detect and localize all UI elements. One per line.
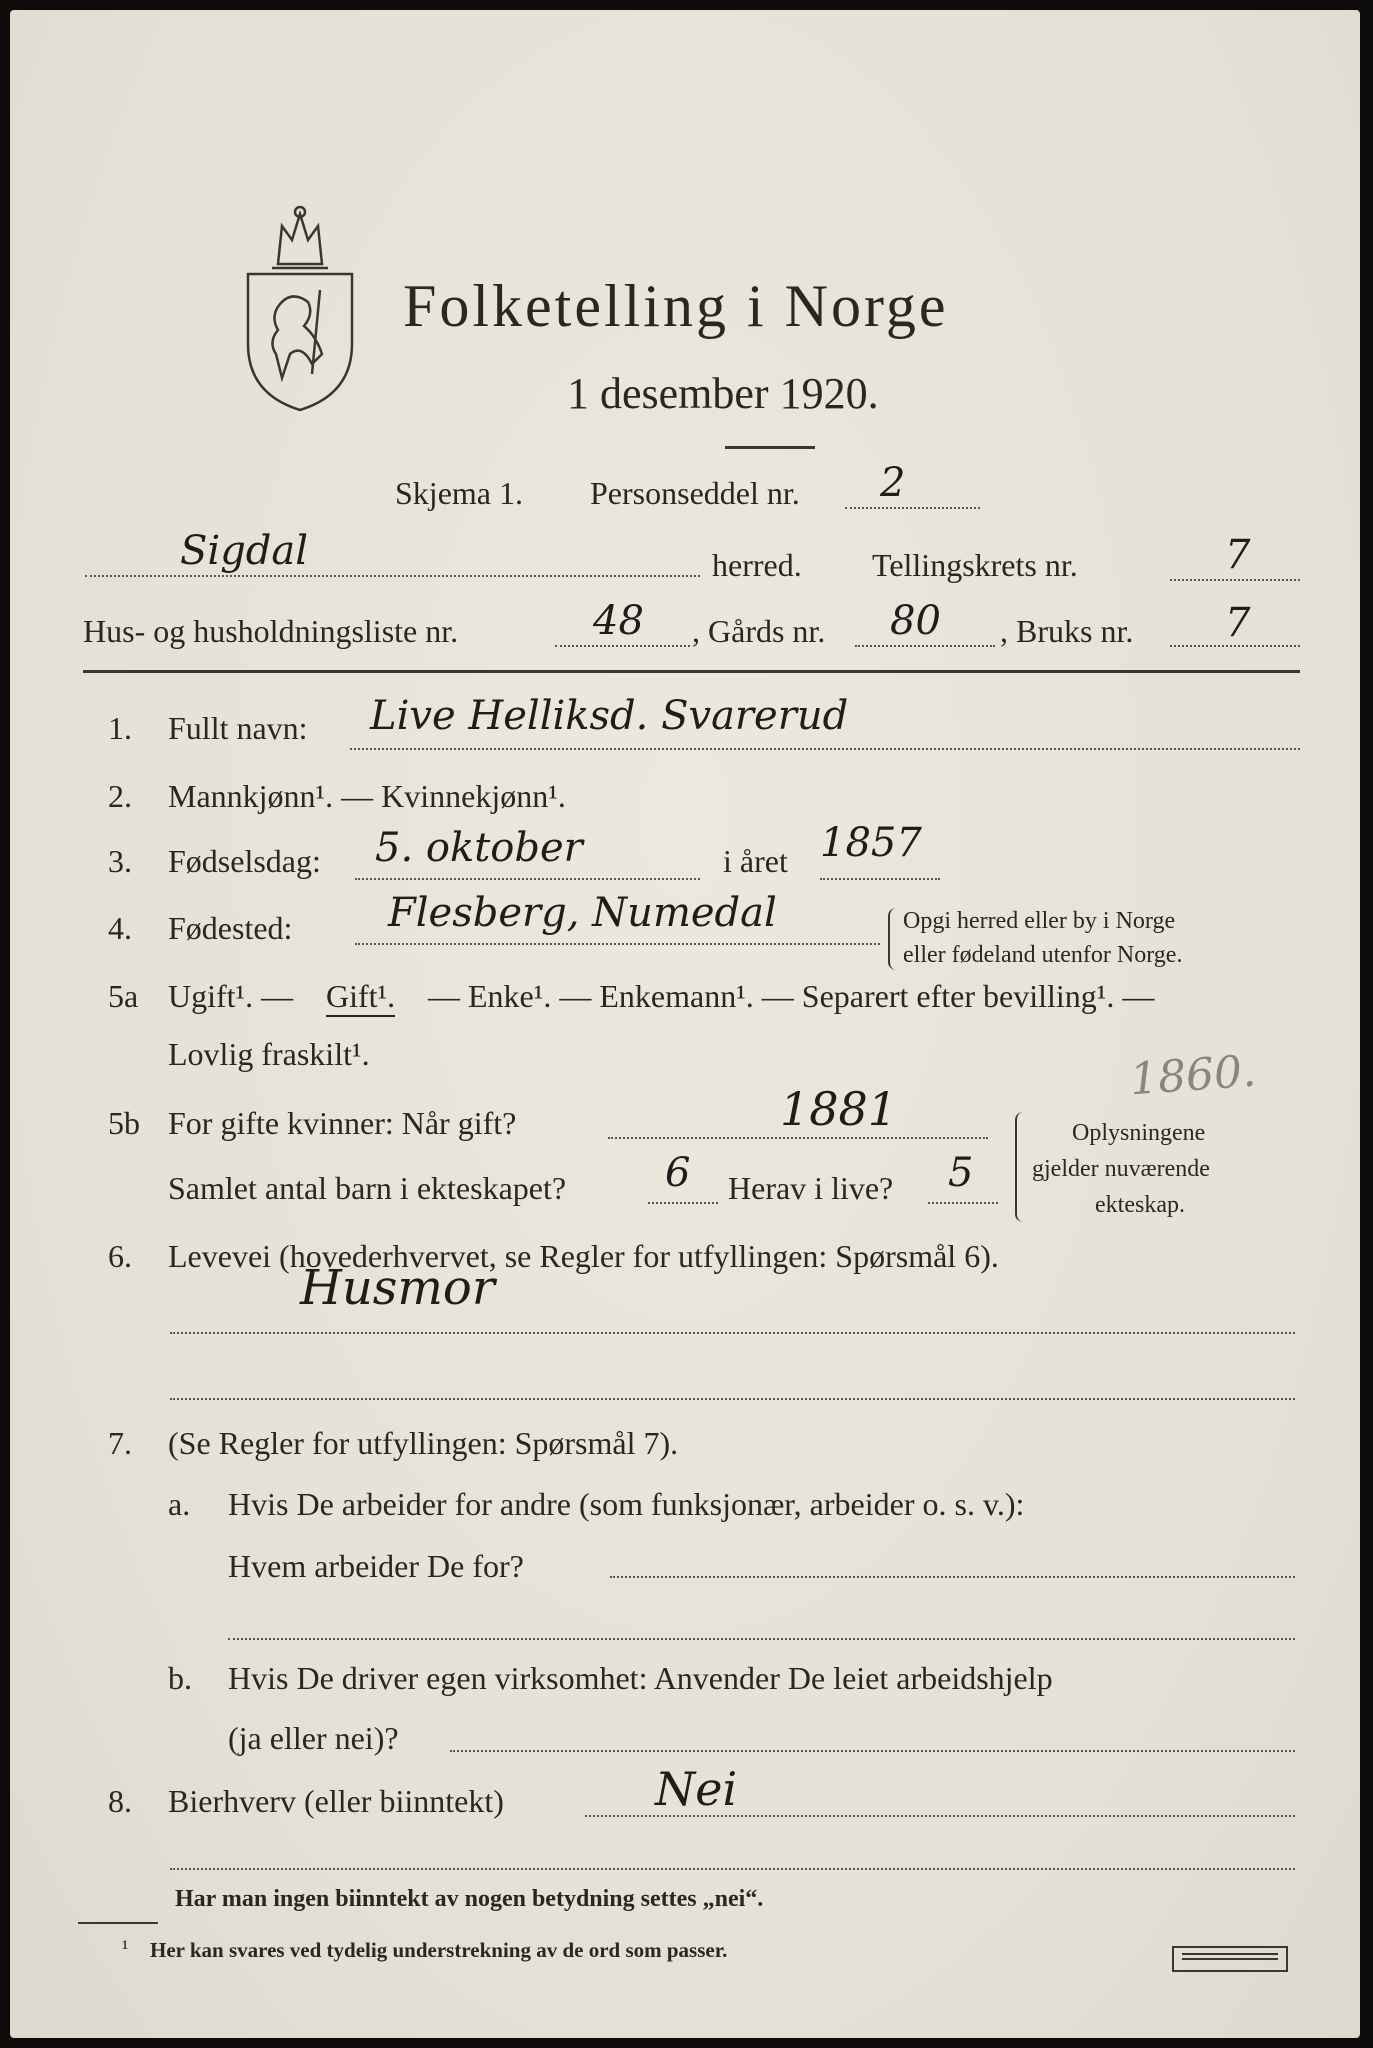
footnote-rule [78, 1922, 158, 1924]
header-rule [83, 670, 1300, 673]
q7a-text: Hvis De arbeider for andre (som funksjonær, arbeider o. s. v.): [228, 1486, 1025, 1522]
margin-note-1860: 1860. [1128, 1045, 1258, 1106]
full-name-value[interactable]: Live Helliksd. Svarerud [370, 693, 849, 739]
q4-note-1: Opgi herred eller by i Norge [903, 908, 1176, 934]
q7-number: 7. [108, 1425, 132, 1461]
occupation-line-2 [170, 1398, 1295, 1400]
footer-note: Har man ingen biinntekt av nogen betydning settes „nei“. [175, 1886, 764, 1912]
q1-line [350, 748, 1300, 750]
married-year-value[interactable]: 1881 [780, 1082, 898, 1136]
alive-label: Herav i live? [728, 1170, 894, 1206]
q5b-note-3: ekteskap. [1095, 1192, 1185, 1218]
fraskilt-option[interactable]: Lovlig fraskilt¹. [168, 1036, 370, 1072]
q7b-text: Hvis De driver egen virksomhet: Anvender De leiet arbeidshjelp [228, 1660, 1053, 1696]
alive-value[interactable]: 5 [948, 1150, 974, 1196]
herred-label: herred. [712, 547, 802, 583]
hus-value[interactable]: 48 [593, 598, 644, 644]
q4-line [355, 943, 880, 945]
q5a-number: 5a [108, 978, 139, 1014]
q5b-note-2: gjelder nuværende [1032, 1156, 1210, 1182]
q5b-number: 5b [108, 1105, 140, 1141]
herred-value[interactable]: Sigdal [180, 528, 309, 574]
year-line [820, 878, 940, 880]
q6-label: Levevei (hovederhvervet, se Regler for utfyllingen: Spørsmål 6). [168, 1238, 999, 1274]
q8-label: Bierhverv (eller biinntekt) [168, 1783, 504, 1819]
bruks-value[interactable]: 7 [1225, 600, 1251, 646]
year-label: i året [723, 843, 788, 879]
gards-label: , Gårds nr. [692, 613, 826, 649]
q4-label: Fødested: [168, 910, 293, 946]
footnote-text: Her kan svares ved tydelig understrekning av de ord som passer. [150, 1938, 728, 1962]
printer-stamp [1172, 1946, 1288, 1972]
q4-note-2: eller fødeland utenfor Norge. [903, 942, 1183, 968]
q4-brace [888, 908, 898, 970]
q7b-question: (ja eller nei)? [228, 1720, 399, 1756]
hired-help-line[interactable] [450, 1750, 1295, 1752]
employer-line-2[interactable] [228, 1638, 1295, 1640]
title-divider [725, 446, 815, 449]
personseddel-line [845, 507, 980, 509]
children-value[interactable]: 6 [665, 1150, 691, 1196]
birth-year-value[interactable]: 1857 [820, 820, 922, 866]
herred-line [85, 575, 700, 577]
form-title: Folketelling i Norge [403, 273, 949, 339]
bruks-label: , Bruks nr. [1000, 613, 1134, 649]
employer-line[interactable] [610, 1576, 1295, 1578]
q8-number: 8. [108, 1783, 132, 1819]
q3-line [355, 878, 700, 880]
occupation-value[interactable]: Husmor [300, 1260, 495, 1316]
side-income-line-2 [170, 1868, 1295, 1870]
gards-line [855, 645, 995, 647]
skjema-label: Skjema 1. [395, 475, 523, 511]
q2-number: 2. [108, 778, 132, 814]
personseddel-value[interactable]: 2 [880, 460, 906, 506]
children-line [648, 1202, 718, 1204]
tellingskrets-label: Tellingskrets nr. [872, 547, 1078, 583]
tellingskrets-line [1170, 579, 1300, 581]
q7a-letter: a. [168, 1486, 191, 1522]
q5b-label: For gifte kvinner: Når gift? [168, 1105, 517, 1141]
q7b-letter: b. [168, 1660, 192, 1696]
children-label: Samlet antal barn i ekteskapet? [168, 1170, 567, 1206]
census-form-page [10, 10, 1360, 2038]
tellingskrets-value[interactable]: 7 [1225, 532, 1251, 578]
q1-label: Fullt navn: [168, 710, 308, 746]
q4-number: 4. [108, 910, 132, 946]
birthplace-value[interactable]: Flesberg, Numedal [388, 890, 777, 936]
gift-option-underlined[interactable]: Gift¹. [326, 978, 395, 1017]
q1-number: 1. [108, 710, 132, 746]
hus-line [555, 645, 690, 647]
q3-label: Fødselsdag: [168, 843, 321, 879]
q5b-note-1: Oplysningene [1072, 1120, 1206, 1146]
census-date: 1 desember 1920. [567, 369, 879, 418]
coat-of-arms-icon [242, 204, 358, 414]
footnote-mark: ¹ [122, 1936, 129, 1960]
birthday-value[interactable]: 5. oktober [375, 825, 583, 871]
gender-options[interactable]: Mannkjønn¹. — Kvinnekjønn¹. [168, 778, 566, 814]
occupation-line-1 [170, 1332, 1295, 1334]
side-income-value[interactable]: Nei [655, 1762, 738, 1816]
alive-line [928, 1202, 998, 1204]
personseddel-label: Personseddel nr. [590, 475, 800, 511]
q5b-brace [1015, 1112, 1027, 1222]
q7-label: (Se Regler for utfyllingen: Spørsmål 7). [168, 1425, 679, 1461]
hus-label: Hus- og husholdningsliste nr. [83, 613, 459, 649]
gards-value[interactable]: 80 [890, 598, 941, 644]
civil-status-options[interactable]: — Enke¹. — Enkemann¹. — Separert efter bevilling¹. — [428, 978, 1155, 1014]
married-line [608, 1137, 988, 1139]
q6-number: 6. [108, 1238, 132, 1274]
q7a-question: Hvem arbeider De for? [228, 1548, 524, 1584]
ugift-option[interactable]: Ugift¹. — [168, 978, 294, 1014]
q3-number: 3. [108, 843, 132, 879]
